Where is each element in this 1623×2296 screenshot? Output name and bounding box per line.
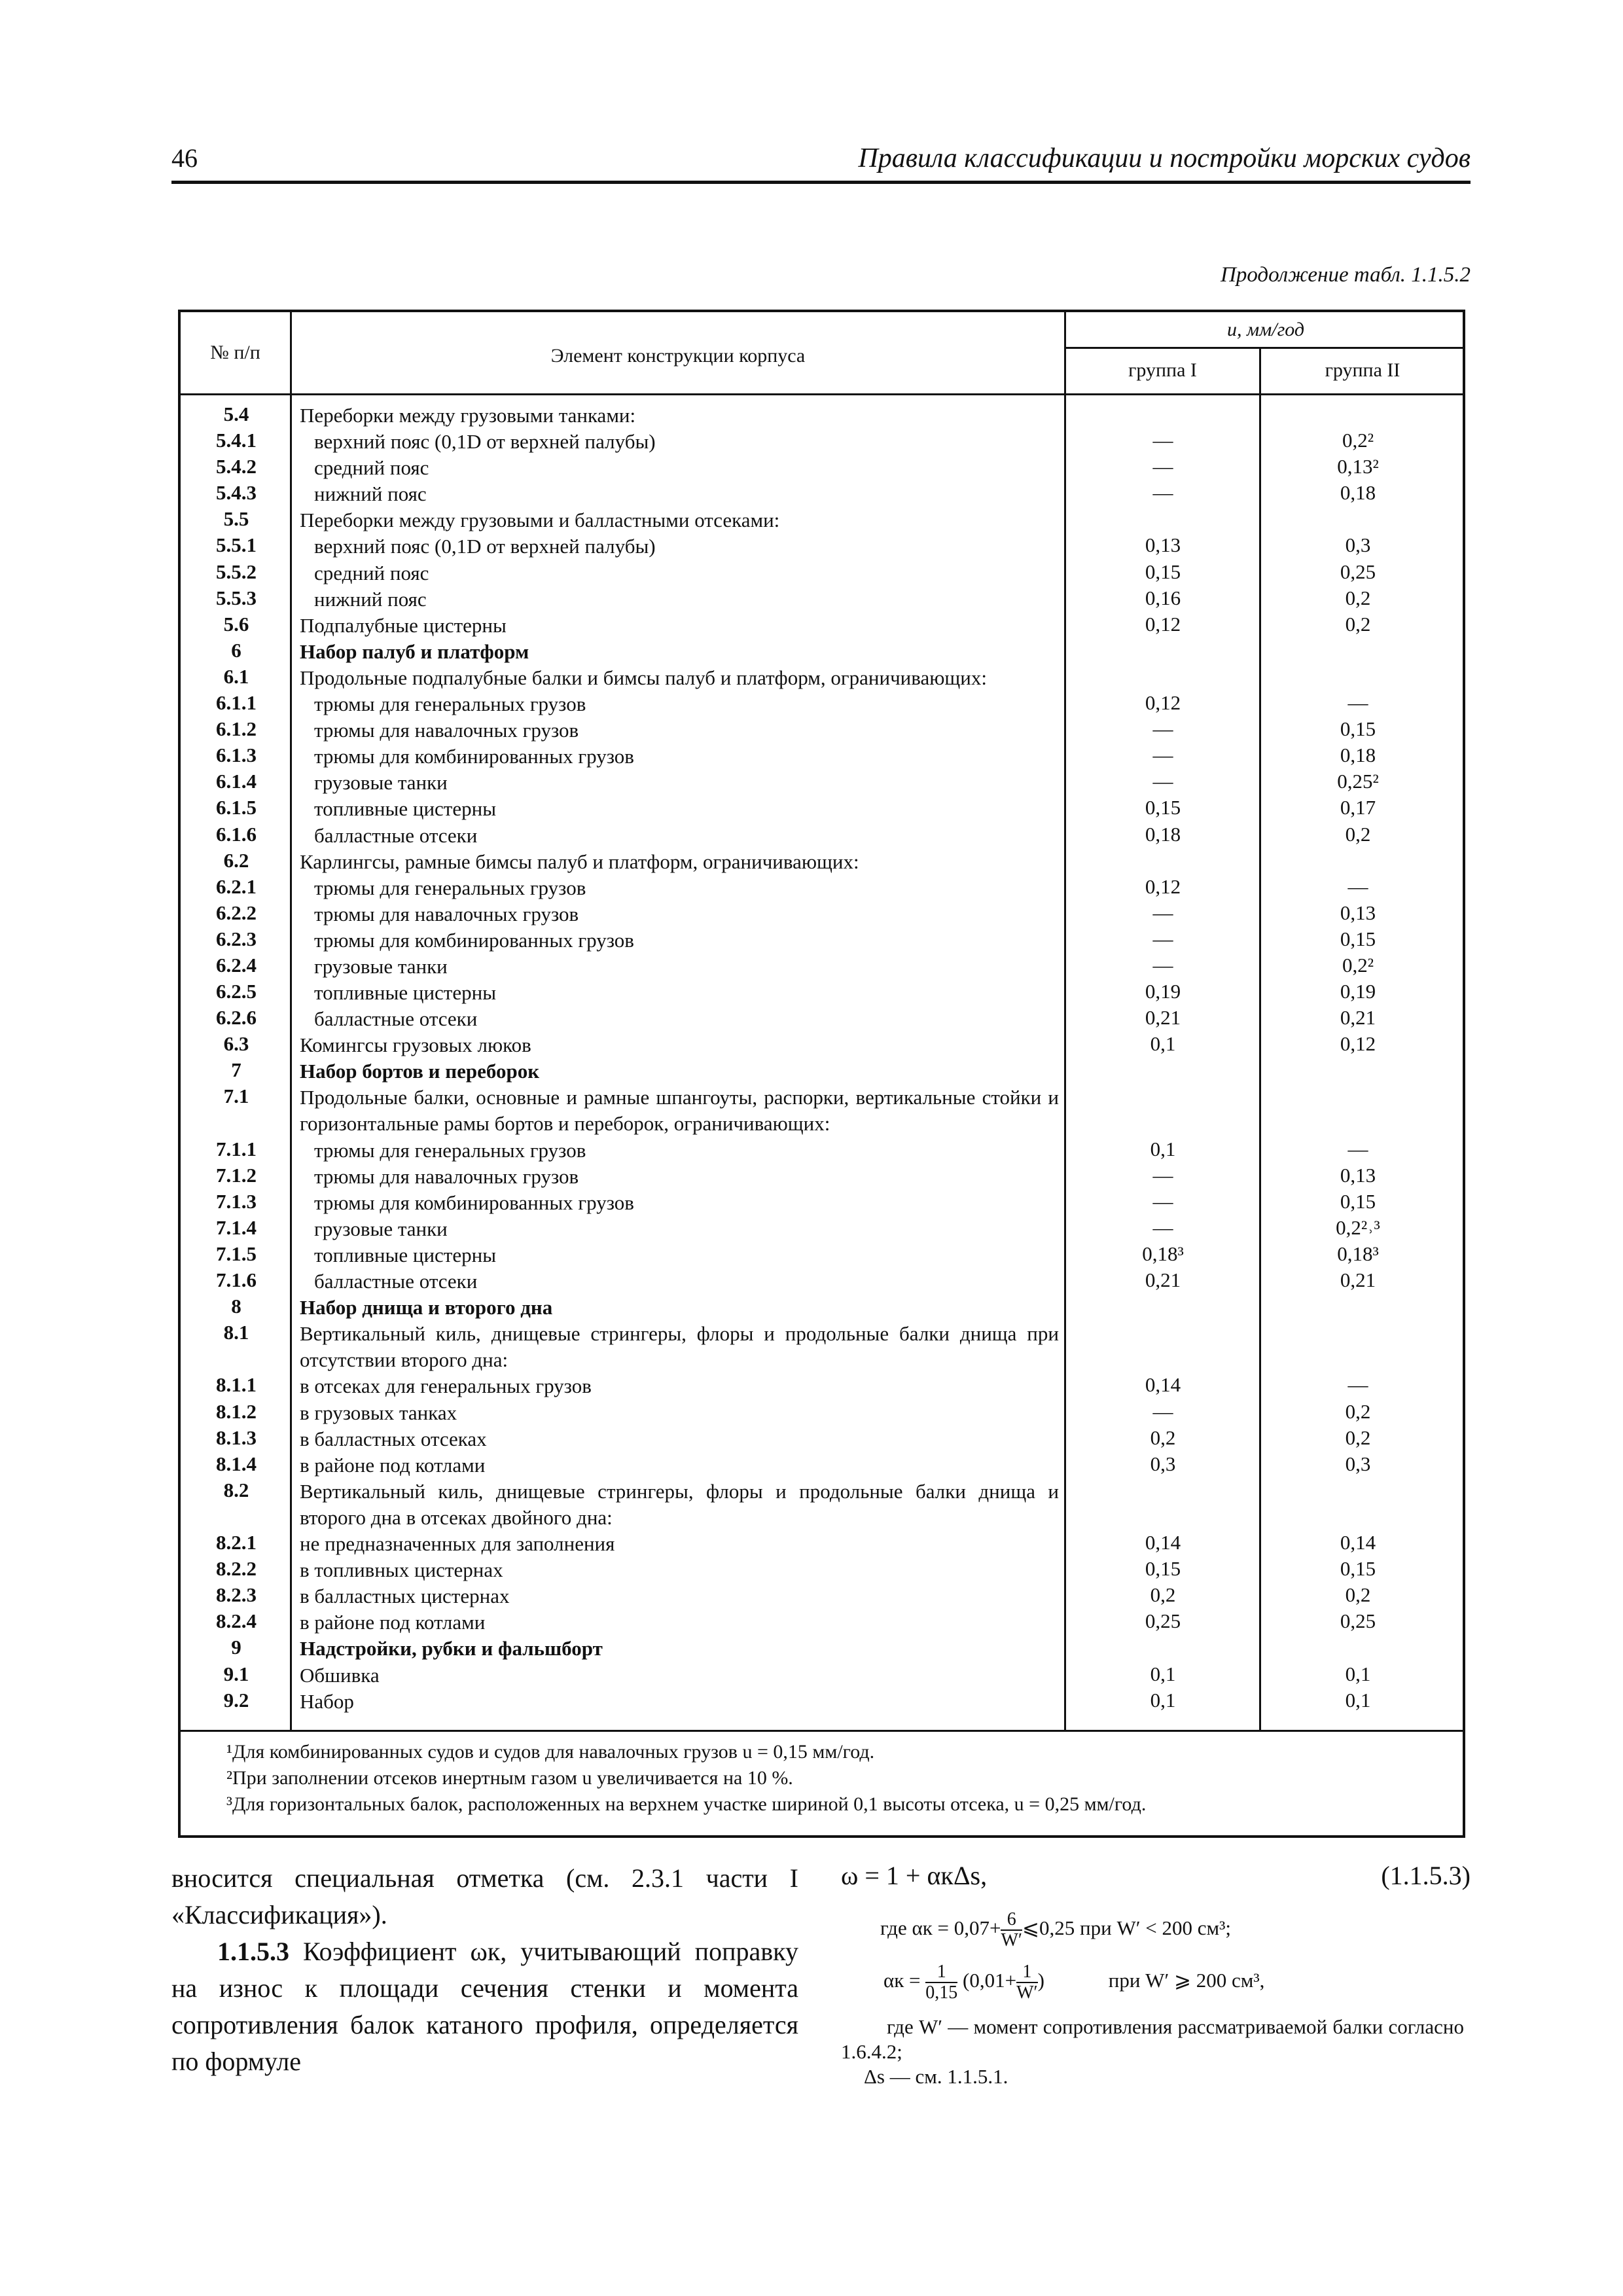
row-element: Подпалубные цистерны	[300, 613, 507, 637]
table-row	[181, 1609, 1463, 1635]
value-group-2: —	[1347, 691, 1368, 715]
value-group-2: 0,21	[1340, 1006, 1376, 1030]
fraction	[925, 1962, 957, 2003]
row-element: трюмы для комбинированных грузов	[314, 745, 634, 768]
value-group-2: 0,18³	[1337, 1242, 1379, 1265]
row-number: 5.4.2	[216, 455, 257, 478]
value-group-2: —	[1347, 1373, 1368, 1397]
row-number: 8.1	[223, 1321, 249, 1344]
header-group-1: группа I	[1128, 359, 1197, 381]
table-row	[181, 1688, 1463, 1714]
row-element: верхний пояс (0,1D от верхней палубы)	[314, 535, 656, 558]
table-row	[181, 979, 1463, 1005]
row-element: в районе под котлами	[300, 1453, 486, 1477]
value-group-2: 0,2	[1345, 612, 1371, 636]
value-group-1: 0,25	[1145, 1609, 1181, 1633]
row-number: 6.2.6	[216, 1006, 257, 1030]
row-element: грузовые танки	[314, 1217, 448, 1240]
value-group-2: 0,17	[1340, 796, 1376, 819]
row-number: 7	[231, 1058, 241, 1082]
row-element: трюмы для комбинированных грузов	[314, 928, 634, 952]
row-number: 6.1.4	[216, 770, 257, 793]
row-element: верхний пояс (0,1D от верхней палубы)	[314, 430, 656, 454]
value-group-2: 0,25	[1340, 560, 1376, 583]
value-group-2: 0,2	[1345, 586, 1371, 609]
row-number: 8.1.1	[216, 1373, 257, 1397]
value-group-2: 0,14	[1340, 1531, 1376, 1554]
running-title: Правила классификации и постройки морских судов	[858, 143, 1471, 173]
value-group-2: 0,15	[1340, 717, 1376, 741]
value-group-2: 0,2²˒³	[1336, 1215, 1380, 1239]
row-element: Комингсы грузовых люков	[300, 1033, 531, 1057]
table-row	[181, 1556, 1463, 1583]
value-group-1: 0,14	[1145, 1531, 1181, 1554]
value-group-1: 0,1	[1150, 1032, 1176, 1056]
value-group-2: 0,1	[1345, 1688, 1371, 1712]
value-group-1: 0,2	[1150, 1583, 1176, 1607]
legend-ds: Δs — см. 1.1.5.1.	[864, 2065, 1008, 2088]
row-number: 7.1.4	[216, 1215, 257, 1239]
row-number: 5.4.1	[216, 429, 257, 452]
value-group-1: 0,12	[1145, 612, 1181, 636]
table-row	[181, 428, 1463, 454]
value-group-2: 0,13	[1340, 901, 1376, 924]
alpha1-suffix: ⩽0,25 при W′ < 200 см³;	[1022, 1916, 1232, 1940]
formula-number: (1.1.5.3)	[1381, 1861, 1471, 1890]
row-element: Надстройки, рубки и фальшборт	[300, 1637, 603, 1660]
paragraph-1-1-5-3	[171, 1933, 798, 2080]
value-group-1: 0,18³	[1142, 1242, 1184, 1265]
body-text-left	[171, 1860, 798, 2080]
value-group-2: 0,15	[1340, 927, 1376, 950]
value-group-1: 0,1	[1150, 1662, 1176, 1685]
header-number: № п/п	[210, 342, 260, 363]
value-group-1: —	[1152, 1189, 1173, 1213]
table-row	[181, 901, 1463, 927]
row-element: Продольные балки, основные и рамные шпангоуты, распорки, вертикальные стойки и горизонтальные рамы бортов и переборок, ограничивающих:	[300, 1086, 1059, 1136]
footnote-2: ²При заполнении отсеков инертным газом u увеличивается на 10 %.	[226, 1767, 793, 1789]
row-element: в балластных отсеках	[300, 1427, 487, 1450]
row-number: 7.1.6	[216, 1268, 257, 1292]
value-group-2: 0,3	[1345, 1452, 1371, 1475]
alpha2-prefix: αк =	[883, 1969, 921, 1992]
header-group-2: группа II	[1325, 359, 1400, 381]
row-element: Набор днища и второго дна	[300, 1296, 553, 1319]
row-element: трюмы для генеральных грузов	[314, 1138, 586, 1162]
row-number: 8.2.2	[216, 1557, 257, 1581]
value-group-1: —	[1152, 927, 1173, 950]
table-row	[181, 717, 1463, 743]
row-element: Переборки между грузовыми танками:	[300, 404, 636, 427]
value-group-1: 0,13	[1145, 533, 1181, 557]
table-row	[181, 743, 1463, 769]
value-group-1: 0,1	[1150, 1688, 1176, 1712]
table-row	[181, 612, 1463, 638]
legend-w: где W′ — момент сопротивления рассматриваемой балки согласно 1.6.4.2;	[841, 2015, 1464, 2063]
value-group-1: 0,3	[1150, 1452, 1176, 1475]
table-row	[181, 1005, 1463, 1031]
table-row	[181, 664, 1463, 691]
table-row	[181, 1372, 1463, 1399]
table-row	[181, 1268, 1463, 1294]
row-element: балластные отсеки	[314, 1007, 478, 1031]
table-row	[181, 822, 1463, 848]
row-number: 8.2.3	[216, 1583, 257, 1607]
row-element: в грузовых танках	[300, 1401, 457, 1424]
row-element: нижний пояс	[314, 587, 427, 611]
row-number: 7.1.5	[216, 1242, 257, 1265]
row-element: в отсеках для генеральных грузов	[300, 1374, 592, 1398]
table-row	[181, 1031, 1463, 1058]
header-element: Элемент конструкции корпуса	[550, 345, 806, 367]
header-u: u, мм/год	[1226, 319, 1305, 340]
value-group-2: 0,1	[1345, 1662, 1371, 1685]
row-number: 5.4.3	[216, 481, 257, 505]
table-row	[181, 1189, 1463, 1215]
row-element: не предназначенных для заполнения	[300, 1532, 615, 1556]
value-group-1: 0,2	[1150, 1426, 1176, 1449]
row-element: балластные отсеки	[314, 823, 478, 847]
table-row	[181, 1399, 1463, 1426]
row-element: трюмы для навалочных грузов	[314, 719, 579, 742]
alpha1-prefix: где αк = 0,07+	[880, 1916, 1001, 1940]
row-number: 6	[231, 638, 241, 662]
row-element: топливные цистерны	[314, 981, 497, 1005]
value-group-2: —	[1347, 874, 1368, 898]
row-element: средний пояс	[314, 561, 429, 584]
value-group-1: 0,18	[1145, 822, 1181, 846]
row-element: топливные цистерны	[314, 797, 497, 821]
value-group-2: 0,2²	[1342, 953, 1374, 977]
value-group-1: —	[1152, 744, 1173, 767]
table-row	[181, 480, 1463, 507]
paragraph-continuation: вносится специальная отметка (см. 2.3.1 части I «Классификация»).	[171, 1863, 798, 1929]
table-row	[181, 848, 1463, 874]
value-group-1: —	[1152, 901, 1173, 924]
row-number: 5.4	[223, 403, 249, 425]
value-group-1: —	[1152, 717, 1173, 741]
row-number: 8.2.4	[216, 1609, 257, 1633]
table-divider	[1064, 347, 1465, 349]
value-group-1: 0,15	[1145, 796, 1181, 819]
value-group-1: —	[1152, 1399, 1173, 1423]
row-number: 6.2	[223, 848, 249, 872]
value-group-2: 0,15	[1340, 1557, 1376, 1581]
value-group-2: 0,2	[1345, 1583, 1371, 1607]
row-number: 6.1.3	[216, 744, 257, 767]
table-row	[181, 1530, 1463, 1556]
row-element: Набор бортов и переборок	[300, 1060, 540, 1083]
row-number: 6.2.1	[216, 874, 257, 898]
row-number: 6.2.2	[216, 901, 257, 924]
formula-alpha-line-1	[880, 1910, 1231, 1950]
value-group-1: 0,15	[1145, 560, 1181, 583]
value-group-2: —	[1347, 1137, 1368, 1160]
table-row	[181, 927, 1463, 953]
value-group-1: 0,21	[1145, 1268, 1181, 1292]
footnote-3: ³Для горизонтальных балок, расположенных на верхнем участке шириной 0,1 высоты отсека, u = 0,25 мм/год.	[226, 1793, 1147, 1815]
table-row	[181, 1242, 1463, 1268]
row-element: в топливных цистернах	[300, 1558, 503, 1582]
row-number: 5.5	[223, 507, 249, 531]
table-row	[181, 1320, 1463, 1372]
formula-alpha-line-2	[883, 1962, 1264, 2003]
row-number: 7.1.3	[216, 1189, 257, 1213]
value-group-2: 0,2	[1345, 1426, 1371, 1449]
fraction	[1001, 1910, 1022, 1950]
row-element: грузовые танки	[314, 771, 448, 795]
value-group-2: 0,25²	[1337, 770, 1379, 793]
row-number: 5.5.2	[216, 560, 257, 583]
table-row	[181, 769, 1463, 795]
value-group-2: 0,2²	[1342, 429, 1374, 452]
footnote-1: ¹Для комбинированных судов и судов для навалочных грузов u = 0,15 мм/год.	[226, 1741, 875, 1763]
value-group-2: 0,21	[1340, 1268, 1376, 1292]
row-element: трюмы для генеральных грузов	[314, 876, 586, 899]
row-element: грузовые танки	[314, 954, 448, 978]
value-group-1: —	[1152, 481, 1173, 505]
row-number: 6.1.6	[216, 822, 257, 846]
row-element: Обшивка	[300, 1663, 380, 1687]
alpha2-condition: при W′ ⩾ 200 см³,	[1108, 1969, 1265, 1992]
table-row	[181, 1583, 1463, 1609]
value-group-2: 0,19	[1340, 980, 1376, 1003]
row-number: 6.3	[223, 1032, 249, 1056]
value-group-1: —	[1152, 1215, 1173, 1239]
row-number: 5.5.3	[216, 586, 257, 609]
table-body	[181, 402, 1463, 1714]
table-row	[181, 1635, 1463, 1661]
row-element: Набор	[300, 1689, 354, 1713]
row-element: Вертикальный киль, днищевые стрингеры, флоры и продольные балки днища и второго дна в отсеках двойного дна:	[300, 1479, 1059, 1529]
table-row	[181, 454, 1463, 480]
fraction-denominator: 0,15	[925, 1982, 958, 2003]
formula-omega: ω = 1 + αкΔs,	[841, 1861, 988, 1890]
row-number: 8.1.4	[216, 1452, 257, 1475]
value-group-1: 0,14	[1145, 1373, 1181, 1397]
table-row	[181, 1084, 1463, 1136]
table-continuation-label: Продолжение табл. 1.1.5.2	[1221, 263, 1471, 287]
wear-rate-table	[178, 310, 1465, 1838]
table-row	[181, 953, 1463, 979]
value-group-2: 0,25	[1340, 1609, 1376, 1633]
table-row	[181, 1452, 1463, 1478]
row-element: нижний пояс	[314, 482, 427, 506]
row-element: трюмы для навалочных грузов	[314, 902, 579, 925]
value-group-2: 0,2	[1345, 1399, 1371, 1423]
value-group-2: 0,2	[1345, 822, 1371, 846]
row-element: трюмы для навалочных грузов	[314, 1164, 579, 1188]
value-group-1: —	[1152, 953, 1173, 977]
value-group-2: 0,18	[1340, 744, 1376, 767]
row-number: 6.1.5	[216, 796, 257, 819]
row-element: Продольные подпалубные балки и бимсы палуб и платформ, ограничивающих:	[300, 666, 987, 689]
row-number: 6.2.3	[216, 927, 257, 950]
table-divider	[181, 1730, 1463, 1732]
table-row	[181, 1294, 1463, 1320]
table-row	[181, 795, 1463, 821]
alpha2-mid: (0,01+	[963, 1969, 1017, 1992]
row-number: 9.2	[223, 1688, 249, 1712]
value-group-2: 0,12	[1340, 1032, 1376, 1056]
table-row	[181, 560, 1463, 586]
table-row	[181, 1662, 1463, 1688]
row-element: топливные цистерны	[314, 1244, 497, 1266]
row-number: 9	[231, 1636, 241, 1659]
row-number: 8.2.1	[216, 1531, 257, 1554]
value-group-1: —	[1152, 455, 1173, 478]
row-element: Набор палуб и платформ	[300, 639, 529, 663]
table-row	[181, 1137, 1463, 1163]
row-element: Карлингсы, рамные бимсы палуб и платформ, ограничивающих:	[300, 850, 859, 873]
row-element: средний пояс	[314, 456, 429, 480]
table-row	[181, 1426, 1463, 1452]
fraction-numerator: 6	[1001, 1910, 1022, 1931]
row-element: в балластных цистернах	[300, 1585, 510, 1608]
table-row	[181, 874, 1463, 901]
row-number: 8	[231, 1295, 241, 1318]
value-group-1: 0,19	[1145, 980, 1181, 1003]
value-group-1: 0,16	[1145, 586, 1181, 609]
row-element: трюмы для генеральных грузов	[314, 692, 586, 716]
table-row	[181, 507, 1463, 533]
clause-text: Коэффициент ωк, учитывающий поправку на износ к площади сечения стенки и момента сопротивления балок катаного профиля, определяется по формуле	[171, 1937, 798, 2076]
value-group-2: 0,18	[1340, 481, 1376, 505]
row-element: Переборки между грузовыми и балластными отсеками:	[300, 509, 780, 532]
row-number: 5.6	[223, 612, 249, 636]
table-row	[181, 638, 1463, 664]
table-row	[181, 586, 1463, 612]
value-group-1: 0,12	[1145, 874, 1181, 898]
fraction-denominator: W′	[1016, 1982, 1038, 2003]
row-number: 8.1.2	[216, 1399, 257, 1423]
page-number: 46	[171, 143, 198, 173]
table-row	[181, 1215, 1463, 1242]
formula-legend	[841, 2015, 1464, 2089]
row-number: 9.1	[223, 1662, 249, 1685]
table-row	[181, 402, 1463, 428]
table-row	[181, 691, 1463, 717]
table-row	[181, 1163, 1463, 1189]
value-group-2: 0,3	[1345, 533, 1371, 557]
value-group-1: —	[1152, 429, 1173, 452]
clause-number: 1.1.5.3	[217, 1937, 289, 1966]
page-header	[171, 143, 1471, 184]
value-group-1: 0,1	[1150, 1137, 1176, 1160]
row-number: 8.1.3	[216, 1426, 257, 1449]
table-row	[181, 533, 1463, 559]
row-number: 5.5.1	[216, 533, 257, 557]
value-group-2: 0,13²	[1337, 455, 1379, 478]
fraction-numerator: 1	[1016, 1962, 1038, 1983]
value-group-2: 0,15	[1340, 1189, 1376, 1213]
value-group-1: 0,12	[1145, 691, 1181, 715]
row-number: 7.1	[223, 1085, 249, 1108]
row-number: 8.2	[223, 1478, 249, 1501]
row-number: 6.1.1	[216, 691, 257, 715]
row-element: балластные отсеки	[314, 1270, 478, 1293]
row-number: 6.1	[223, 664, 249, 688]
fraction	[1016, 1962, 1038, 2003]
row-element: в районе под котлами	[300, 1611, 486, 1634]
row-number: 6.1.2	[216, 717, 257, 741]
row-element: трюмы для комбинированных грузов	[314, 1191, 634, 1214]
table-row	[181, 1058, 1463, 1084]
row-number: 7.1.2	[216, 1163, 257, 1187]
row-number: 6.2.5	[216, 980, 257, 1003]
row-number: 7.1.1	[216, 1137, 257, 1160]
fraction-numerator: 1	[925, 1962, 957, 1983]
table-footnotes	[226, 1739, 1146, 1818]
value-group-1: —	[1152, 1163, 1173, 1187]
value-group-1: 0,21	[1145, 1006, 1181, 1030]
table-row	[181, 1478, 1463, 1530]
fraction-denominator: W′	[1001, 1930, 1023, 1950]
row-number: 6.2.4	[216, 953, 257, 977]
alpha2-suffix: )	[1037, 1969, 1044, 1992]
table-divider	[181, 393, 1463, 395]
row-element: Вертикальный киль, днищевые стрингеры, флоры и продольные балки днища при отсутствии второго дна:	[300, 1322, 1059, 1372]
value-group-1: —	[1152, 770, 1173, 793]
value-group-2: 0,13	[1340, 1163, 1376, 1187]
value-group-1: 0,15	[1145, 1557, 1181, 1581]
